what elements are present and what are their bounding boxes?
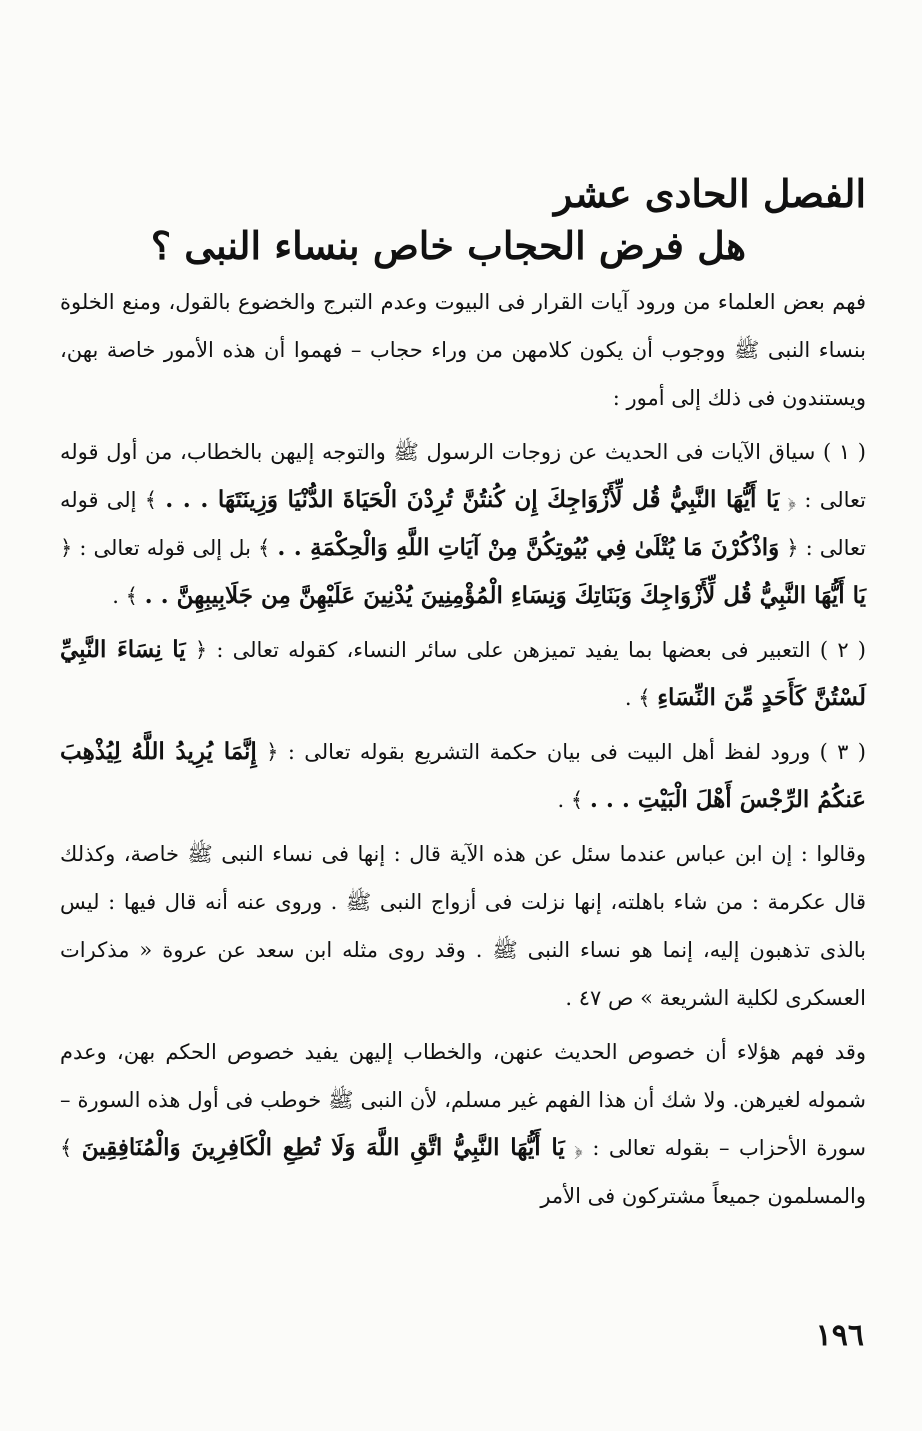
reason-3-paragraph: ( ٣ ) ورود لفظ أهل البيت فى بيان حكمة التشريع بقوله تعالى : ﴿ إِنَّمَا يُرِيدُ اللَّهُ لِيُذْهِبَ عَنكُمُ الرِّجْسَ أَهْلَ الْبَيْتِ . . . ﴾ .: [60, 738, 867, 813]
narrations-paragraph: وقالوا : إن ابن عباس عندما سئل عن هذه الآية قال : إنها فى نساء النبى ﷺ خاصة، وكذلك قال عكرمة : من شاء باهلته، إنها نزلت فى أزواج النبى ﷺ . وروى عنه أنه قال فيها : ليس بالذى تذهبون إليه، إنما هو نساء النبى ﷺ . وقد روى مثله ابن سعد عن عروة « مذكرات العسكرى لكلية الشريعة » ص ٤٧ .: [60, 842, 866, 1010]
rebuttal-paragraph: وقد فهم هؤلاء أن خصوص الحديث عنهن، والخطاب إليهن يفيد خصوص الحكم بهن، وعدم شموله لغيرهن. ولا شك أن هذا الفهم غير مسلم، لأن النبى ﷺ خوطب فى أول هذه السورة – سورة الأحزاب – بقوله تعالى : ﴿ يَا أَيُّهَا النَّبِيُّ اتَّقِ اللَّهَ وَلَا تُطِعِ الْكَافِرِينَ وَالْمُنَافِقِينَ ﴾ والمسلمون جميعاً مشتركون فى الأمر: [60, 1040, 867, 1208]
quran-verse: يَا نِسَاءَ النَّبِيِّ لَسْتُنَّ كَأَحَدٍ مِّنَ النِّسَاءِ: [60, 636, 866, 711]
quran-verse: يَا أَيُّهَا النَّبِيُّ قُل لِّأَزْوَاجِكَ وَبَنَاتِكَ وَنِسَاءِ الْمُؤْمِنِينَ يُدْنِينَ عَلَيْهِنَّ مِن جَلَابِيبِهِنَّ . .: [144, 582, 866, 609]
chapter-title: هل فرض الحجاب خاص بنساء النبى ؟: [150, 223, 746, 268]
quran-verse: إِنَّمَا يُرِيدُ اللَّهُ لِيُذْهِبَ عَنكُمُ الرِّجْسَ أَهْلَ الْبَيْتِ . . .: [60, 738, 866, 813]
page-number: ١٩٦: [815, 1318, 864, 1353]
quran-verse: يَا أَيُّهَا النَّبِيُّ قُل لِّأَزْوَاجِكَ إِن كُنتُنَّ تُرِدْنَ الْحَيَاةَ الدُّنْيَا وَزِينَتَهَا . . .: [165, 486, 780, 513]
intro-paragraph: فهم بعض العلماء من ورود آيات القرار فى البيوت وعدم التبرج والخضوع بالقول، ومنع الخلوة بنساء النبى ﷺ ووجوب أن يكون كلامهن من وراء حجاب – فهموا أن هذه الأمور خاصة بهن، ويستندون فى ذلك إلى أمور :: [60, 290, 866, 410]
quran-verse: وَاذْكُرْنَ مَا يُتْلَىٰ فِي بُيُوتِكُنَّ مِنْ آيَاتِ اللَّهِ وَالْحِكْمَةِ . .: [277, 534, 780, 561]
reason-1-paragraph: ( ١ ) سياق الآيات فى الحديث عن زوجات الرسول ﷺ والتوجه إليهن بالخطاب، من أول قوله تعالى : ﴿ يَا أَيُّهَا النَّبِيُّ قُل لِّأَزْوَاجِكَ إِن كُنتُنَّ تُرِدْنَ الْحَيَاةَ الدُّنْيَا وَزِينَتَهَا . . . ﴾ إلى قوله تعالى : ﴿ وَاذْكُرْنَ مَا يُتْلَىٰ فِي بُيُوتِكُنَّ مِنْ آيَاتِ اللَّهِ وَالْحِكْمَةِ . . ﴾ بل إلى قوله تعالى : ﴿ يَا أَيُّهَا النَّبِيُّ قُل لِّأَزْوَاجِكَ وَبَنَاتِكَ وَنِسَاءِ الْمُؤْمِنِينَ يُدْنِينَ عَلَيْهِنَّ مِن جَلَابِيبِهِنَّ . . ﴾ .: [60, 440, 867, 609]
page-body: [60, 168, 866, 1226]
quran-verse: يَا أَيُّهَا النَّبِيُّ اتَّقِ اللَّهَ وَلَا تُطِعِ الْكَافِرِينَ وَالْمُنَافِقِينَ: [81, 1134, 565, 1161]
chapter-heading: الفصل الحادى عشر: [554, 171, 866, 216]
reason-2-paragraph: ( ٢ ) التعبير فى بعضها بما يفيد تميزهن على سائر النساء، كقوله تعالى : ﴿ يَا نِسَاءَ النَّبِيِّ لَسْتُنَّ كَأَحَدٍ مِّنَ النِّسَاءِ ﴾ .: [60, 636, 866, 711]
